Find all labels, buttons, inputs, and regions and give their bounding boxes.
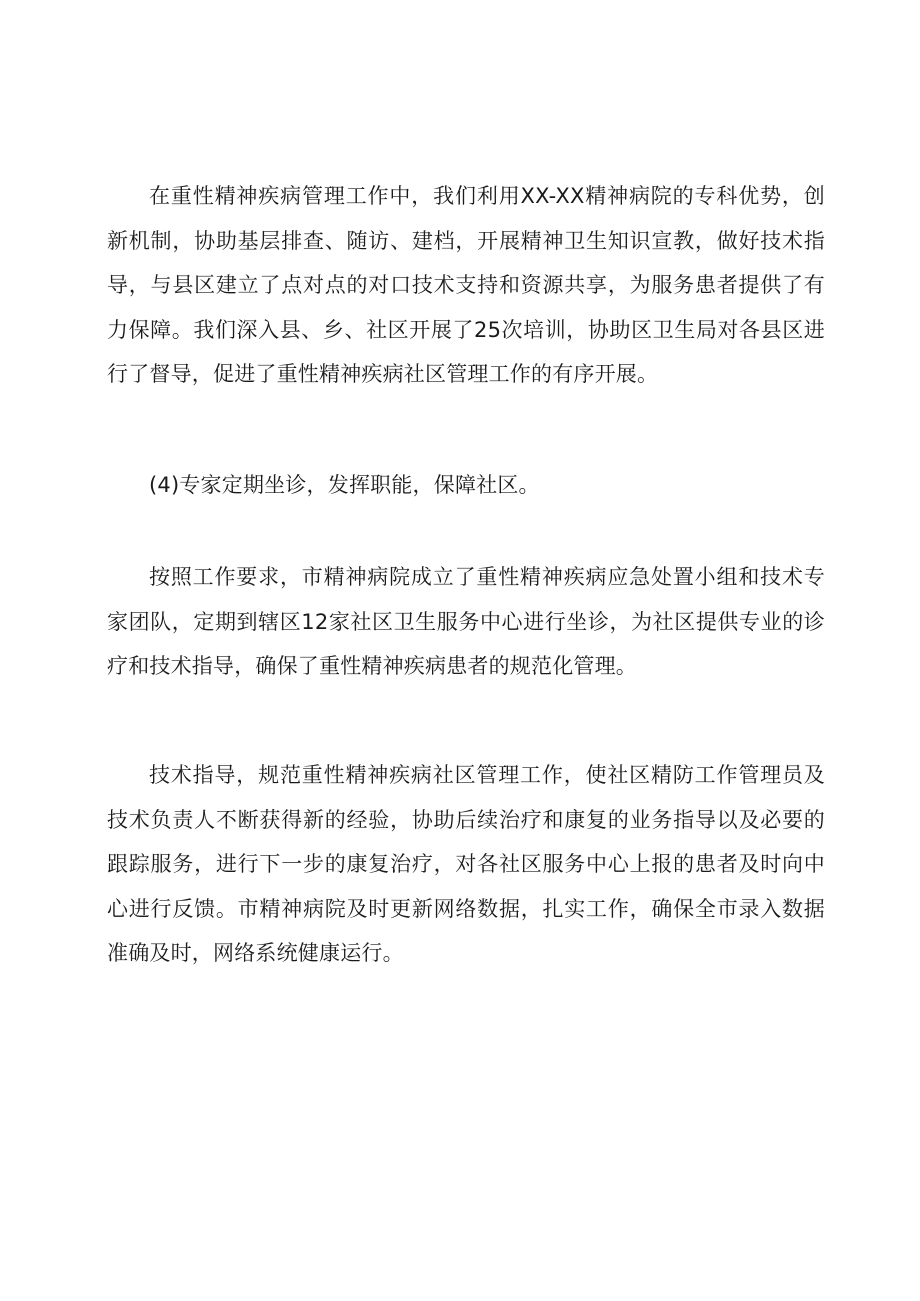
paragraph-expert-team: 按照工作要求，市精神病院成立了重性精神疾病应急处置小组和技术专家团队，定期到辖区12家社区卫生服务中心进行坐诊，为社区提供专业的诊疗和技术指导，确保了重性精神疾病患者的规范化管理。 xyxy=(107,565,825,678)
paragraph-technical-guidance: 技术指导，规范重性精神疾病社区管理工作，使社区精防工作管理员及技术负责人不断获得新的经验，协助后续治疗和康复的业务指导以及必要的跟踪服务，进行下一步的康复治疗，对各社区服务中心上报的患者及时向中心进行反馈。市精神病院及时更新网络数据，扎实工作，确保全市录入数据准确及时，网络系统健康运行。 xyxy=(107,763,825,965)
section-heading-expert-clinics: (4)专家定期坐诊，发挥职能，保障社区。 xyxy=(149,473,540,497)
paragraph-severe-mental-illness-management: 在重性精神疾病管理工作中，我们利用XX-XX精神病院的专科优势，创新机制，协助基层排查、随访、建档，开展精神卫生知识宣教，做好技术指导，与县区建立了点对点的对口技术支持和资源共享，为服务患者提供了有力保障。我们深入县、乡、社区开展了25次培训，协助区卫生局对各县区进行了督导，促进了重性精神疾病社区管理工作的有序开展。 xyxy=(107,184,825,386)
